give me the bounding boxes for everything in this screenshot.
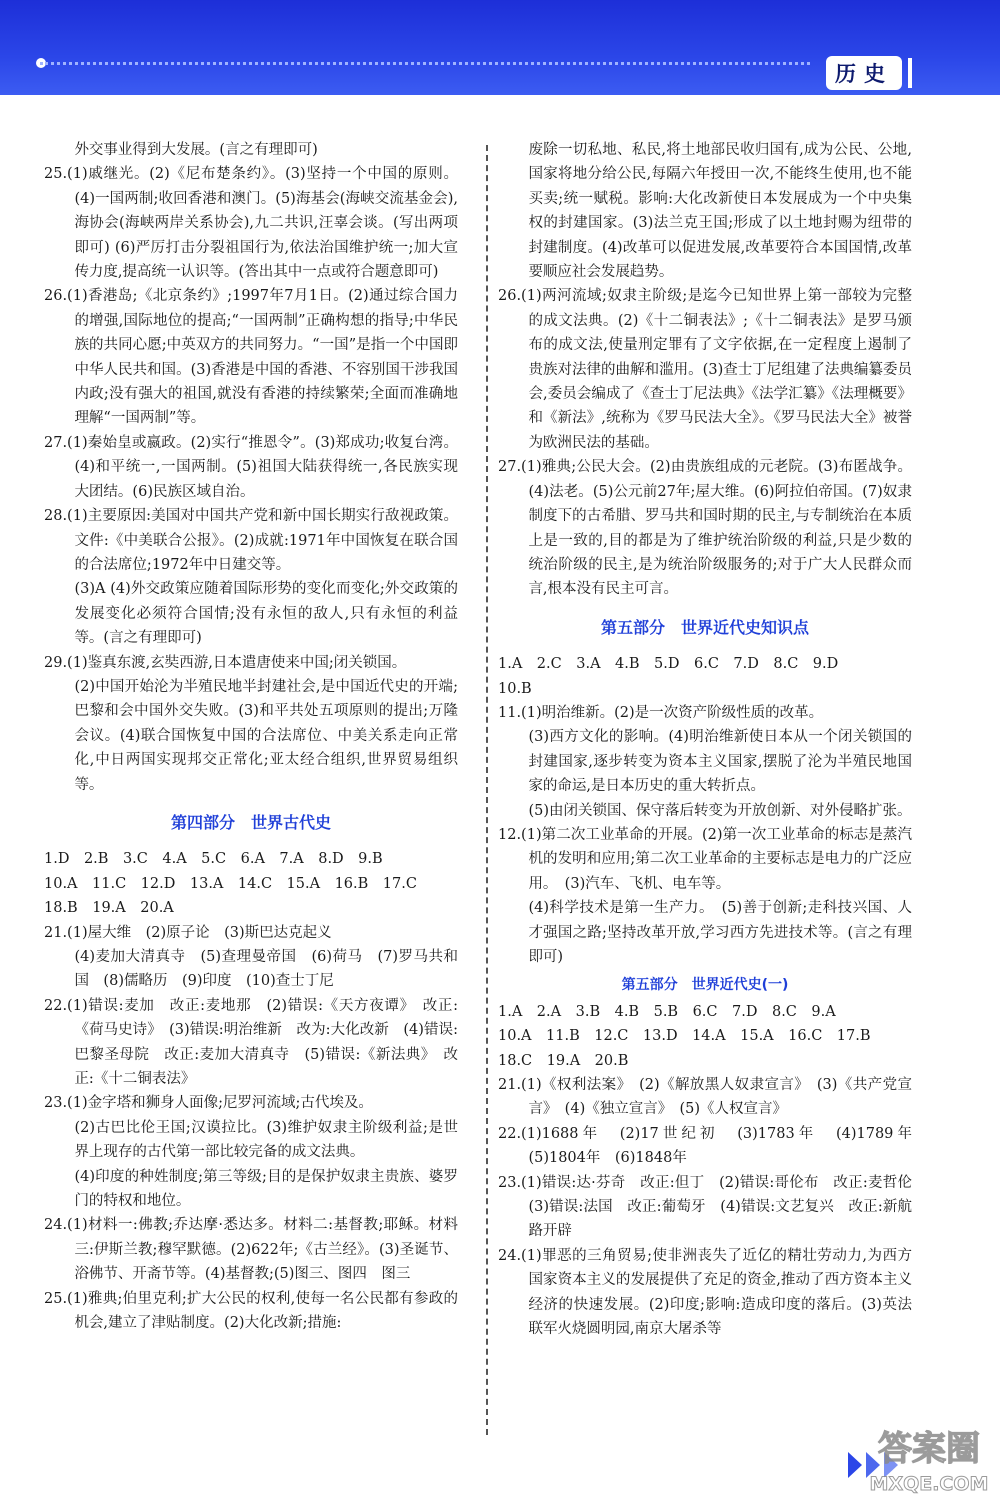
answer-11: 11.(1)明治维新。(2)是一次资产阶级性质的改革。 (498, 704, 824, 721)
answer-25-continued: 废除一切私地、私民,将土地部民收归国有,成为公民、公地,国家将地分给公民,每隔六年授田一次,不能终生使用,也不能买卖;统一赋税。影响:大化改新使日本发展成为一个中央集权的封建国家。(3)法兰克王国;形成了以土地封赐为纽带的封建制度。(4)改革可以促进发展,改革要符合本国国情,改革要顺应社会发展趋势。 (528, 142, 912, 281)
answer-continued: 外交事业得到大发展。(言之有理即可) (74, 142, 318, 158)
mc-answers-row: 1.A 2.C 3.A 4.B 5.D 6.C 7.D 8.C 9.D (498, 656, 839, 673)
mc-answers-row: 1.A 2.A 3.B 4.B 5.B 6.C 7.D 8.C 9.A (498, 1003, 836, 1020)
mc-answers-row: 10.A 11.C 12.D 13.A 14.C 15.A 16.B 17.C (44, 875, 417, 892)
section-title-modern-world-one: 第五部分 世界近代史(一) (621, 977, 789, 994)
answer-23-modern: 23.(1)错误:达·芬奇 改正:但丁 (2)错误:哥伦布 改正:麦哲伦 (3)错误:法国 改正:葡萄牙 (4)错误:文艺复兴 改正:新航路开辟 (498, 1174, 927, 1240)
mc-answers-row: 1.D 2.B 3.C 4.A 5.C 6.A 7.A 8.D 9.B (44, 851, 383, 868)
svg-text:MXQE.COM: MXQE.COM (869, 1473, 989, 1495)
header-dotted-line (40, 62, 810, 65)
watermark-logo (860, 1418, 998, 1502)
answer-12: 12.(1)第二次工业革命的开展。(2)第一次工业革命的标志是蒸汽机的发明和应用;第二次工业革命的主要标志是电力的广泛应用。 (3)汽车、飞机、电车等。 (498, 826, 912, 892)
answer-29-part2: (2)中国开始沦为半殖民地半封建社会,是中国近代史的开端;巴黎和会中国外交失败。(3)和平共处五项原则的提出;万隆会议。(4)联合国恢复中国的合法席位、中美关系走向正常化,中日两国实现邦交正常化;亚太经合组织,世界贸易组织等。 (74, 678, 458, 793)
right-column (498, 138, 927, 1342)
answer-24: 24.(1)材料一:佛教;乔达摩·悉达多。材料二:基督教;耶稣。材料三:伊斯兰教;穆罕默德。(2)622年;《古兰经》。(3)圣诞节、浴佛节、开斋节等。(4)基督教;(5)图三、图四 图三 (44, 1217, 458, 1283)
answer-24-modern: 24.(1)罪恶的三角贸易;使非洲丧失了近亿的精壮劳动力,为西方国家资本主义的发展提供了充足的资金,推动了西方资本主义经济的快速发展。(2)印度;影响:造成印度的落后。(3)英法联军火烧圆明园,南京大屠杀等 (498, 1247, 912, 1338)
section-title-ancient-world: 第四部分 世界古代史 (170, 812, 331, 832)
answer-23: 23.(1)金字塔和狮身人面像;尼罗河流域;古代埃及。 (44, 1095, 373, 1112)
left-column (44, 138, 458, 1336)
answer-21: 21.(1)屋大维 (2)原子论 (3)斯巴达克起义 (44, 924, 332, 941)
answer-26-ancient: 26.(1)两河流域;奴隶主阶级;是迄今已知世界上第一部较为完整的成文法典。(2)《十二铜表法》;《十二铜表法》是罗马颁布的成文法,使量刑定罪有了文字依据,在一定程度上遏制了贵族对法律的曲解和滥用。(3)查士丁尼组建了法典编纂委员会,委员会编成了《查士丁尼法典》《法学汇纂》《法理概要》和《新法》,统称为《罗马民法大全》。《罗马民法大全》被誉为欧洲民法的基础。 (498, 288, 912, 451)
answer-22: 22.(1)错误:麦加 改正:麦地那 (2)错误:《天方夜谭》 改正:《荷马史诗》 (3)错误:明治维新 改为:大化改新 (4)错误:巴黎圣母院 改正:麦加大清真寺 (5)错误:《新法典》 改正:《十二铜表法》 (44, 997, 458, 1088)
subject-label: 历史 (835, 62, 893, 86)
answer-26: 26.(1)香港岛;《北京条约》;1997年7月1日。(2)通过综合国力的增强,国际地位的提高;“一国两制”正确构想的指导;中华民族的共同心愿;中英双方的共同努力。“一国”是指一个中国即中华人民共和国。(3)香港是中国的香港、不容别国干涉我国内政;没有强大的祖国,就没有香港的持续繁荣;全面而准确地理解“一国两制”等。 (44, 288, 458, 427)
answer-27: 27.(1)秦始皇或嬴政。(2)实行“推恩令”。(3)郑成功;收复台湾。(4)和平统一,一国两制。(5)祖国大陆获得统一,各民族实现大团结。(6)民族区域自治。 (44, 434, 458, 500)
answer-21-modern: 21.(1)《权利法案》 (2)《解放黑人奴隶宣言》 (3)《共产党宣言》 (4)《独立宣言》 (5)《人权宣言》 (498, 1077, 912, 1118)
answer-23-part2: (2)古巴比伦王国;汉谟拉比。(3)维护奴隶主阶级利益;是世界上现存的古代第一部比较完备的成文法典。 (74, 1119, 458, 1161)
answer-28-part2: (3)A (4)外交政策应随着国际形势的变化而变化;外交政策的发展变化必须符合国情;没有永恒的敌人,只有永恒的利益等。(言之有理即可) (74, 581, 458, 647)
subject-bar-divider (908, 58, 912, 88)
answer-11-part3: (5)由闭关锁国、保守落后转变为开放创新、对外侵略扩张。 (528, 802, 912, 819)
mc-answers-row: 10.A 11.B 12.C 13.D 14.A 15.A 16.C 17.B (498, 1028, 871, 1045)
answer-22-modern: 22.(1)1688年 (2)17世纪初 (3)1783年 (4)1789年 (5)1804年 (6)1848年 (498, 1125, 927, 1167)
svg-text:答案圈: 答案圈 (878, 1429, 980, 1469)
answer-25: 25.(1)戚继光。(2)《尼布楚条约》。(3)坚持一个中国的原则。(4)一国两制;收回香港和澳门。(5)海基会(海峡交流基金会),海协会(海峡两岸关系协会),九二共识,汪辜会谈。(写出两项即可) (6)严厉打击分裂祖国行为,依法治国维护统一;加大宣传力度,提高统一认识等。(答出其中一点或符合题意即可) (44, 166, 458, 281)
answer-28: 28.(1)主要原因:美国对中国共产党和新中国长期实行敌视政策。文件:《中美联合公报》。(2)成就:1971年中国恢复在联合国的合法席位;1972年中日建交等。 (44, 508, 458, 573)
answer-23-part3: (4)印度的种姓制度;第三等级;目的是保护奴隶主贵族、婆罗门的特权和地位。 (74, 1168, 458, 1210)
answer-25-ancient: 25.(1)雅典;伯里克利;扩大公民的权利,使每一名公民都有参政的机会,建立了津贴制度。(2)大化改新;措施: (44, 1290, 458, 1332)
mc-answers-row: 18.B 19.A 20.A (44, 900, 174, 917)
answer-12-part2: (4)科学技术是第一生产力。 (5)善于创新;走科技兴国、人才强国之路;坚持改革开放,学习西方先进技术等。(言之有理即可) (528, 900, 912, 965)
answer-21-part2: (4)麦加大清真寺 (5)查理曼帝国 (6)荷马 (7)罗马共和国 (8)儒略历 (9)印度 (10)查士丁尼 (74, 949, 458, 990)
section-title-modern-world-points: 第五部分 世界近代史知识点 (600, 617, 809, 637)
answer-29: 29.(1)鉴真东渡,玄奘西游,日本遣唐使来中国;闭关锁国。 (44, 654, 407, 671)
answer-27-ancient: 27.(1)雅典;公民大会。(2)由贵族组成的元老院。(3)布匿战争。(4)法老。(5)公元前27年;屋大维。(6)阿拉伯帝国。(7)奴隶制度下的古希腊、罗马共和国时期的民主,与专制统治在本质上是一致的,目的都是为了维护统治阶级的利益,只是少数的统治阶级的民主,是为统治阶级服务的;对于广大人民群众而言,根本没有民主可言。 (498, 459, 912, 598)
column-divider (486, 145, 488, 1435)
answer-11-part2: (3)西方文化的影响。(4)明治维新使日本从一个闭关锁国的封建国家,逐步转变为资本主义国家,摆脱了沦为半殖民地国家的命运,是日本历史的重大转折点。 (528, 729, 912, 795)
mc-answers-row: 10.B (498, 680, 532, 697)
mc-answers-row: 18.C 19.A 20.B (498, 1052, 629, 1069)
subject-tab (826, 56, 902, 90)
